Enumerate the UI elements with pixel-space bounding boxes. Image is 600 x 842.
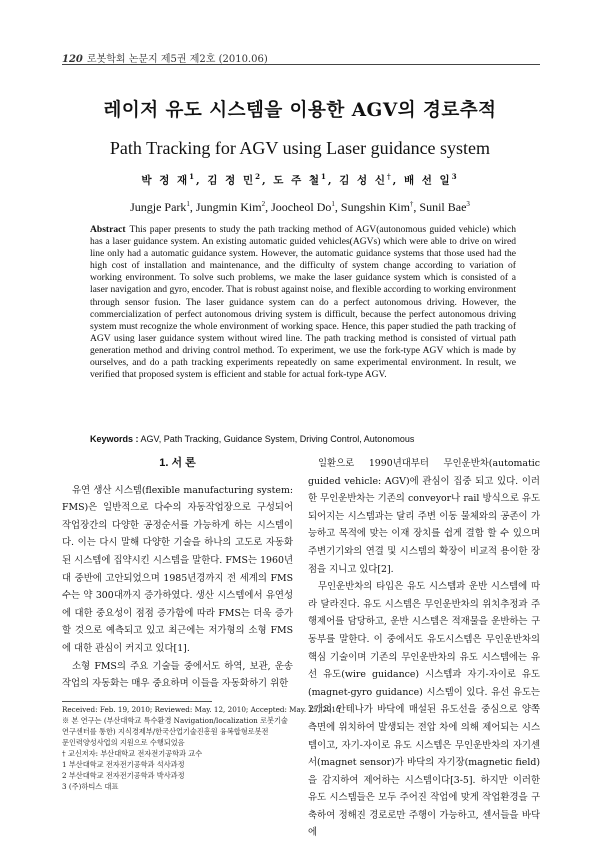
title-korean: 레이저 유도 시스템을 이용한 AGV의 경로추적: [103, 100, 497, 121]
keywords-label: Keywords :: [90, 434, 139, 444]
footnote-line: 연구센터를 통한) 지식경제부/한국산업기술진흥원 융복합형로봇전: [62, 727, 269, 736]
abstract-label: Abstract: [90, 224, 126, 235]
footnotes: [62, 704, 341, 792]
keywords-text: AGV, Path Tracking, Guidance System, Driving Control, Autonomous: [140, 434, 415, 444]
right-column: [308, 455, 540, 842]
author-mark: 2: [255, 172, 262, 181]
page-number: 120: [62, 54, 83, 65]
right-paragraphs: [308, 455, 540, 842]
author-mark: 3: [451, 172, 459, 181]
paragraph: 유연 생산 시스템(flexible manufacturing system: FMS)은 일반적으로 다수의 자동작업장으로 구성되어 작업장간의 다양한 공정순서를 가능하게 하는 시스템이다. 이는 다시 말해 다양한 기술을 하나의 고도로 자동화된 시스템에 집약시킨 시스템을 말한다. FMS는 1960년대 중반에 고안되었으며 1985년경까지 전 세계의 FMS 수는 약 300대까지 증가하였다. 생산 시스템에서 유연성에 대한 중요성이 점점 증가함에 따라 FMS는 더욱 증가할 것으로 예측되고 있고 최근에는 저가형의 소형 FMS에 대한 관심이 커지고 있다[1].: [62, 484, 293, 654]
author-mark: 1: [331, 200, 335, 208]
author-mark: †: [409, 200, 414, 208]
author-name: Sunil Bae: [419, 200, 467, 214]
author-name: Jungje Park: [130, 200, 187, 214]
paragraph: 무인운반차의 타입은 유도 시스템과 운반 시스템에 따라 달라진다. 유도 시스템은 무인운반차의 위치추정과 주행제어를 담당하고, 운반 시스템은 적재물을 운반하는 구동부를 말한다. 이 중에서도 유도시스템은 무인운반차의 핵심 기술이며 기존의 무인운반차의 유도 시스템에는 유선 유도(wire guidance) 시스템과 자기-자이로 유도(magnet-gyro guidance) 시스템이 있다. 유선 유도는 2개의 안테나가 바닥에 매설된 유도선을 중심으로 양쪽 측면에 위치하여 발생되는 전압 차에 의해 제어되는 시스템이고, 자기-자이로 유도 시스템은 무인운반차의 자기센서(magnet sensor)가 바닥의 자기장(magnetic field)을 감지하여 제어하는 시스템이다[3-5]. 하지만 이러한 유도 시스템들은 모두 주어진 작업에 맞게 작업환경을 구축하여 정해진 경로로만 주행이 가능하고, 센서들을 바닥에: [308, 581, 540, 839]
journal-name: 로봇학회 논문지 제5권 제2호 (2010.06): [86, 54, 268, 65]
keywords: [90, 434, 520, 444]
footnote-line: † 교신저자: 부산대학교 전자전기공학과 교수: [62, 749, 203, 758]
author-name: 배 선 일: [403, 174, 452, 187]
header-rule: [62, 64, 540, 65]
section-heading: 1. 서 론: [159, 457, 196, 469]
abstract-text: This paper presents to study the path tracking method of AGV(autonomous guided vehicle) which has a laser guidance system. An existing automatic guided vehicles(AGVs) which were able to drive on wired line only had a automatic guidance system. However, the automatic guidance systems that those used had the high cost of installation and maintenance, and the difficulty of system change according to variation of working environment. To solve such problems, we make the laser guidance system which is consisted of a laser navigation and gyro, encoder. That is robust against noise, and flexible according to working environment through sensor fusion. The laser guidance system can do a perfect autonomous driving. However, the commercialization of perfect autonomous driving system is difficult, because the perfect autonomous driving system must recognize the whole environment of working space. Hence, this paper studied the path tracking of AGV using laser guidance system without wired line. The path tracking method is consisted of virtual path generation method and driving control method. To experiment, we use the fork-type AGV which is made by ourselves, and do a path tracking experiments repeatedly on same experimental environment. In result, we verified that proposed system is efficient and stable for actual fork-type AGV.: [90, 224, 516, 381]
author-mark: 2: [261, 200, 266, 208]
author-name: 김 정 민: [207, 174, 256, 187]
author-mark: †: [386, 172, 393, 181]
author-mark: 1: [189, 172, 197, 181]
author-name: Jungmin Kim: [195, 200, 262, 214]
title-english: Path Tracking for AGV using Laser guidance system: [109, 138, 491, 158]
author-name: Sungshin Kim: [340, 200, 410, 214]
author-name: 박 정 재: [141, 174, 190, 187]
author-mark: 1: [321, 172, 328, 181]
author-name: 도 주 철: [273, 174, 322, 187]
footnote-line: Received: Feb. 19, 2010; Reviewed: May. 12, 2010; Accepted: May. 15, 2010: [62, 705, 341, 714]
abstract: [90, 224, 516, 381]
left-paragraphs: [62, 482, 293, 693]
footnote-line: ※ 본 연구는 (부산대학교 특수환경 Navigation/localization 로봇기술: [62, 716, 288, 725]
author-name: 김 성 신: [339, 174, 387, 187]
paragraph: 소형 FMS의 주요 기술들 중에서도 하역, 보관, 운송작업의 자동화는 매우 중요하며 이들을 자동화하기 위한: [62, 660, 293, 690]
authors-english: Jungje Park$^1$, Jungmin Kim$^2$, Joocheol Do$^1$, Sungshin Kim†, Sunil Bae$^3$: [130, 200, 470, 214]
paragraph: 일환으로 1990년대부터 무인운반차(automatic guided vehicle: AGV)에 관심이 집중 되고 있다. 이러한 무인운반차는 기존의 conveyor나 rail 방식으로 유도되어지는 시스템과는 달리 주변 이동 물체와의 공존이 가능하고 목적에 맞는 이재 장치를 쉽게 결합 할 수 있으며 주변기기와의 연결 및 시스템의 확장이 비교적 용이한 장점을 지니고 있다[2].: [308, 458, 540, 575]
authors-korean: 박 정 재$^1$, 김 정 민$^2$, 도 주 철$^1$, 김 성 신†, 배 선 일$^3$: [141, 172, 459, 187]
footnote-line: 문인력양성사업의 지원으로 수행되었음: [62, 738, 185, 747]
footnote-line: 1 부산대학교 전자전기공학과 석사과정: [62, 760, 185, 769]
footnote-line: 3 (주)하티스 대표: [62, 782, 119, 791]
footnote-rule: [62, 701, 212, 702]
left-column: [62, 455, 293, 693]
author-mark: 1: [186, 200, 190, 208]
footnote-line: 2 부산대학교 전자전기공학과 박사과정: [62, 771, 185, 780]
author-name: Joocheol Do: [271, 200, 332, 214]
author-mark: 3: [466, 200, 470, 208]
running-header: [62, 50, 268, 65]
